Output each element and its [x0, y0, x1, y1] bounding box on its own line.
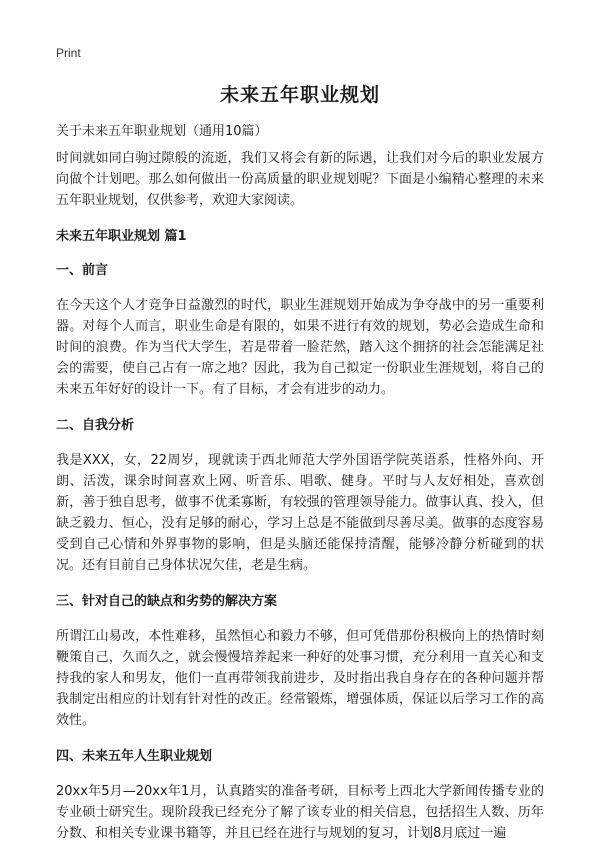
intro-paragraph: 时间就如同白驹过隙般的流逝，我们又将会有新的际遇，让我们对今后的职业发展方向做个计划吧。那么如何做出一份高质量的职业规划呢？下面是小编精心整理的未来五年职业规划，仅供参考，欢迎大家阅读。 — [56, 151, 544, 208]
document-subtitle: 关于未来五年职业规划（通用10篇） — [56, 124, 268, 139]
section-heading-preface: 一、前言 — [56, 263, 109, 278]
document-title: 未来五年职业规划 — [219, 84, 380, 106]
section-body-solutions: 所谓江山易改，本性难移，虽然恒心和毅力不够，但可凭借那份积极向上的热情时刻鞭策自己，久而久之，就会慢慢培养起来一种好的处事习惯，充分利用一直关心和支持我的家人和男友，他们一直再带领我前进步，及时指出我自身存在的各种问题并帮我制定出相应的计划有针对性的改正。经常锻炼，增强体质，保证以后学习工作的高效性。 — [56, 629, 544, 728]
document-content — [56, 148, 544, 860]
section-heading-self-analysis: 二、自我分析 — [56, 418, 135, 433]
section-body-five-year-plan: 20xx年5月—20xx年1月，认真踏实的准备考研，目标考上西北大学新闻传播专业的专业硕士研究生。现阶段我已经充分了解了该专业的相关信息，包括招生人数、历年分数、和相关专业课书籍等，并且已经在进行与规划的复习，计划8月底过一遍 — [56, 784, 544, 841]
section-heading-solutions: 三、针对自己的缺点和劣势的解决方案 — [56, 594, 278, 609]
print-label: Print — [56, 46, 81, 60]
article-heading: 未来五年职业规划 篇1 — [56, 229, 187, 244]
section-body-preface: 在今天这个人才竞争日益激烈的时代，职业生涯规划开始成为争夺战中的另一重要利器。对每个人而言，职业生命是有限的，如果不进行有效的规划，势必会造成生命和时间的浪费。作为当代大学生，若是带着一脸茫然，踏入这个拥挤的社会怎能满足社会的需要，使自己占有一席之地？因此，我为自己拟定一份职业生涯规划，将自己的未来五年好好的设计一下。有了目标，才会有进步的动力。 — [56, 298, 544, 397]
section-heading-five-year-plan: 四、未来五年人生职业规划 — [56, 749, 213, 764]
section-body-self-analysis: 我是XXX，女，22周岁，现就读于西北师范大学外国语学院英语系，性格外向、开朗、活泼，课余时间喜欢上网、听音乐、唱歌、健身。平时与人友好相处，喜欢创新，善于独自思考，做事不优柔寡断，有较强的管理领导能力。做事认真、投入，但缺乏毅力、恒心，没有足够的耐心，学习上总是不能做到尽善尽美。做事的态度容易受到自己心情和外界事物的影响，但是头脑还能保持清醒，能够冷静分析碰到的状况。还有目前自己身体状况欠佳，老是生病。 — [56, 453, 544, 573]
